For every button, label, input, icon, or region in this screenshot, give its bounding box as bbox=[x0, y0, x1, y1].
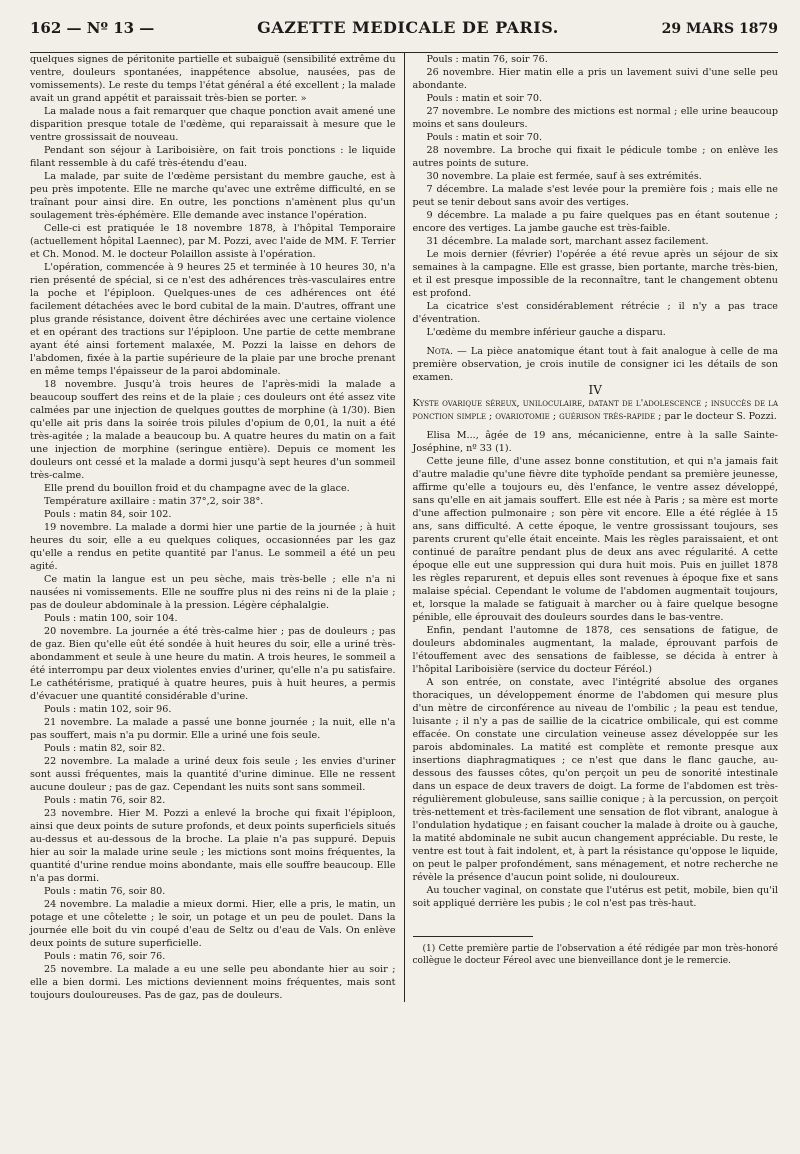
paragraph: 9 décembre. La malade a pu faire quelques pas en étant soutenue ; encore des vertiges. La jambe gauche est très-faible. bbox=[412, 210, 778, 234]
paragraph: Celle-ci est pratiquée le 18 novembre 1878, à l'hôpital Temporaire (actuellement hôpital Laennec), par M. Pozzi, avec l'aide de MM. F. Terrier et Ch. Monod. M. le docteur Polaillon assiste à l'opération. bbox=[30, 223, 396, 260]
paragraph: L'opération, commencée à 9 heures 25 et terminée à 10 heures 30, n'a rien présenté de spécial, si ce n'est des adhérences très-vasculaires entre la poche et l'épiploon. Quelques-unes de ces adhérences ont été facilement détachées avec le bord cubital de la main. D'autres, offrant une plus grande résistance, doivent être déchirées avec une certaine violence et en opérant des tractions sur l'épiploon. Une partie de cette membrane ayant été ainsi fortement malaxée, M. Pozzi la laisse en dehors de l'abdomen, fixée à la partie supérieure de la plaie par une broche prenant en même temps l'épaisseur de la paroi abdominale. bbox=[30, 262, 396, 377]
paragraph: Elle prend du bouillon froid et du champagne avec de la glace. bbox=[44, 483, 350, 494]
paragraph: 31 décembre. La malade sort, marchant assez facilement. bbox=[426, 236, 709, 247]
paragraph: Pouls : matin 100, soir 104. bbox=[44, 613, 178, 624]
journal-title: GAZETTE MEDICALE DE PARIS. bbox=[257, 18, 559, 37]
paragraph: 18 novembre. Jusqu'à trois heures de l'après-midi la malade a beaucoup souffert des reins et de la plaie ; ces douleurs ont été assez vite calmées par une injection de quelques gouttes de morphine (à 1/30). Bien qu'elle ait pris dans la soirée trois pilules d'opium de 0,01, la nuit a été très-agitée ; la malade a beaucoup bu. A quatre heures du matin on a fait une injection de morphine (seringue entière). Depuis ce moment les douleurs ont cessé et la malade a dormi jusqu'à sept heures d'un sommeil très-calme. bbox=[30, 379, 396, 481]
paragraph: La cicatrice s'est considérablement rétrécie ; il n'y a pas trace d'éventration. bbox=[412, 301, 778, 325]
paragraph: Au toucher vaginal, on constate que l'utérus est petit, mobile, bien qu'il soit appliqué derrière les pubis ; le col n'est pas très-haut. bbox=[412, 885, 778, 909]
paragraph: 21 novembre. La malade a passé une bonne journée ; la nuit, elle n'a pas souffert, mais n'a pu dormir. Elle a uriné une fois seule. bbox=[30, 717, 396, 741]
paragraph: Cette jeune fille, d'une assez bonne constitution, et qui n'a jamais fait d'autre maladie qu'une fièvre dite typhoïde pendant sa première jeunesse, affirme qu'elle a toujours eu, dès l'enfance, le ventre assez développé, sans qu'elle en ait jamais souffert. Elle est née à Paris ; sa mère est morte d'une affection pulmonaire ; son père vit encore. Elle a été réglée à 15 ans, sans difficulté. A cette époque, le ventre grossissant toujours, ses parents crurent qu'elle était enceinte. Mais les règles paraissaient, et ont continué de paraître pendant plus de deux ans avec régularité. A cette époque elle eut une suppression qui dura huit mois. Puis en juillet 1878 les règles reparurent, et depuis elles sont revenues à époque fixe et sans malaise spécial. Cependant le volume de l'abdomen augmentait toujours, et, lorsque la malade se fatiguait à marcher ou à faire quelque besogne pénible, elle éprouvait des douleurs sourdes dans le bas-ventre. bbox=[412, 456, 778, 623]
paragraph: Pouls : matin 76, soir 82. bbox=[44, 795, 166, 806]
paragraph: Pouls : matin 76, soir 76. bbox=[426, 54, 548, 65]
page-issue-number: 162 — Nº 13 — bbox=[30, 19, 155, 37]
paragraph: 23 novembre. Hier M. Pozzi a enlevé la broche qui fixait l'épiploon, ainsi que deux points de suture profonds, et deux points superficiels situés au-dessus et au-dessous de la broche. La plaie n'a pas suppuré. Depuis hier au soir la malade urine seule ; les mictions sont moins fréquentes, la quantité d'urine rendue moins abondante, mais elle souffre beaucoup. Elle n'a pas dormi. bbox=[30, 808, 396, 884]
paragraph: Enfin, pendant l'automne de 1878, ces sensations de fatigue, de douleurs abdominales augmentant, la malade, éprouvant parfois de l'étouffement avec des sensations de faiblesse, se décida à entrer à l'hôpital Lariboisière (service du docteur Féréol.) bbox=[412, 625, 778, 675]
footnote-rule bbox=[413, 936, 533, 937]
paragraph: 22 novembre. La malade a uriné deux fois seule ; les envies d'uriner sont aussi fréquentes, mais la quantité d'urine diminue. Elle ne ressent aucune douleur ; pas de gaz. Cependant les nuits sont sans sommeil. bbox=[30, 756, 396, 793]
paragraph: 7 décembre. La malade s'est levée pour la première fois ; mais elle ne peut se tenir debout sans avoir des vertiges. bbox=[412, 184, 778, 208]
case-title bbox=[413, 397, 779, 423]
case-title-author: ; par le docteur S. Pozzi. bbox=[655, 411, 777, 422]
note-label: Nota. bbox=[426, 346, 454, 357]
note-text: — La pièce anatomique étant tout à fait analogue à celle de ma première observation, je crois inutile de consigner ici les détails de son examen. bbox=[412, 346, 778, 383]
paragraph: Pouls : matin et soir 70. bbox=[426, 93, 543, 104]
paragraph: 20 novembre. La journée a été très-calme hier ; pas de douleurs ; pas de gaz. Bien qu'elle eût été sondée à huit heures du soir, elle a uriné très-abondamment et seule à une heure du matin. A trois heures, le sommeil a été interrompu par deux violentes envies d'uriner, qu'elle n'a pu satisfaire. Le cathétérisme, pratiqué à quatre heures, puis à huit heures, a permis d'évacuer une quantité considérable d'urine. bbox=[30, 626, 396, 702]
paragraph: Le mois dernier (février) l'opérée a été revue après un séjour de six semaines à la campagne. Elle est grasse, bien portante, marche très-bien, et il est presque impossible de la reconnaître, tant le changement obtenu est profond. bbox=[412, 249, 778, 299]
paragraph: Pouls : matin et soir 70. bbox=[426, 132, 543, 143]
left-column bbox=[30, 53, 404, 1002]
paragraph: La malade nous a fait remarquer que chaque ponction avait amené une disparition presque totale de l'œdème, qui reparaissait à mesure que le ventre grossissait de nouveau. bbox=[30, 106, 396, 143]
paragraph: La malade, par suite de l'œdème persistant du membre gauche, est à peu près impotente. Elle ne marche qu'avec une extrême difficulté, en se traînant pour ainsi dire. En outre, les ponctions n'amènent plus qu'un soulagement très-éphémère. Elle demande avec instance l'opération. bbox=[30, 171, 396, 221]
case-title-caps: Kyste ovarique séreux, uniloculaire, datant de l'adolescence ; insuccès de la ponction simple ; ovariotomie ; guérison très-rapide bbox=[412, 398, 778, 422]
paragraph: 19 novembre. La malade a dormi hier une partie de la journée ; à huit heures du soir, elle a eu quelques coliques, occasionnées par les gaz qu'elle a rendus en petite quantité par l'anus. Le sommeil a été un peu agité. bbox=[30, 522, 396, 572]
paragraph: quelques signes de péritonite partielle et subaiguë (sensibilité extrême du ventre, douleurs spontanées, inappétence absolue, nausées, pas de vomissements). Le reste du temps l'état général a été excellent ; la malade avait un grand appétit et paraissait très-bien se porter. » bbox=[30, 54, 396, 104]
paragraph: Pendant son séjour à Lariboisière, on fait trois ponctions : le liquide filant ressemble à du café très-étendu d'eau. bbox=[30, 145, 396, 169]
paragraph: Pouls : matin 76, soir 76. bbox=[44, 951, 166, 962]
paragraph: A son entrée, on constate, avec l'intégrité absolue des organes thoraciques, un développement énorme de l'abdomen qui mesure plus d'un mètre de circonférence au niveau de l'ombilic ; la peau est tendue, luisante ; il n'y a pas de saillie de la cicatrice ombilicale, qui est comme effacée. On constate une circulation veineuse assez développée sur les parois abdominales. La matité est complète et remonte presque aux insertions diaphragmatiques ; ce n'est que dans le flanc gauche, au-dessous des fausses côtes, qu'on perçoit un peu de sonorité intestinale dans un espace de deux travers de doigt. La forme de l'abdomen est très-régulièrement globuleuse, sans saillie conique ; à la percussion, on perçoit très-nettement et très-facilement une sensation de flot vibrant, analogue à l'ondulation hydatique ; en faisant coucher la malade à droite ou à gauche, la matité abdominale ne subit aucun changement appréciable. Du reste, le ventre est tout à fait indolent, et, à part la résistance qu'oppose le liquide, on peut le palper profondément, sans ménagement, et notre recherche ne révèle la présence d'aucun point solide, ni douloureux. bbox=[412, 677, 778, 883]
paragraph: 24 novembre. La maladie a mieux dormi. Hier, elle a pris, le matin, un potage et une côtelette ; le soir, un potage et un peu de poulet. Dans la journée elle boit du vin coupé d'eau de Seltz ou d'eau de Vals. On enlève deux points de suture superficielle. bbox=[30, 899, 396, 949]
right-column bbox=[404, 53, 779, 1002]
paragraph: L'œdème du membre inférieur gauche a disparu. bbox=[426, 327, 666, 338]
paragraph: 28 novembre. La broche qui fixait le pédicule tombe ; on enlève les autres points de suture. bbox=[412, 145, 778, 169]
paragraph: Pouls : matin 76, soir 80. bbox=[44, 886, 166, 897]
issue-date: 29 MARS 1879 bbox=[661, 21, 778, 37]
page-header bbox=[30, 18, 778, 46]
paragraph: Température axillaire : matin 37°,2, soir 38°. bbox=[44, 496, 264, 507]
paragraph: Pouls : matin 82, soir 82. bbox=[44, 743, 166, 754]
paragraph: 30 novembre. La plaie est fermée, sauf à ses extrémités. bbox=[426, 171, 702, 182]
footnote-text: (1) Cette première partie de l'observation a été rédigée par mon très-honoré collègue le docteur Féreol avec une bienveillance dont je le remercie. bbox=[412, 944, 778, 966]
text-columns bbox=[30, 53, 778, 1002]
paragraph: Pouls : matin 102, soir 96. bbox=[44, 704, 172, 715]
section-number: IV bbox=[588, 383, 602, 397]
paragraph: Pouls : matin 84, soir 102. bbox=[44, 509, 172, 520]
paragraph: 25 novembre. La malade a eu une selle peu abondante hier au soir ; elle a bien dormi. Les mictions deviennent moins fréquentes, mais sont toujours douloureuses. Pas de gaz, pas de douleurs. bbox=[30, 964, 396, 1001]
paragraph: 27 novembre. Le nombre des mictions est normal ; elle urine beaucoup moins et sans douleurs. bbox=[412, 106, 778, 130]
note-paragraph bbox=[413, 345, 779, 384]
footnote bbox=[413, 943, 779, 967]
paragraph: Elisa M..., âgée de 19 ans, mécanicienne, entre à la salle Sainte-Joséphine, nº 33 (1). bbox=[412, 430, 778, 454]
paragraph: 26 novembre. Hier matin elle a pris un lavement suivi d'une selle peu abondante. bbox=[412, 67, 778, 91]
paragraph: Ce matin la langue est un peu sèche, mais très-belle ; elle n'a ni nausées ni vomissements. Elle ne souffre plus ni des reins ni de la plaie ; pas de douleur abdominale à la pression. Légère céphalalgie. bbox=[30, 574, 396, 611]
